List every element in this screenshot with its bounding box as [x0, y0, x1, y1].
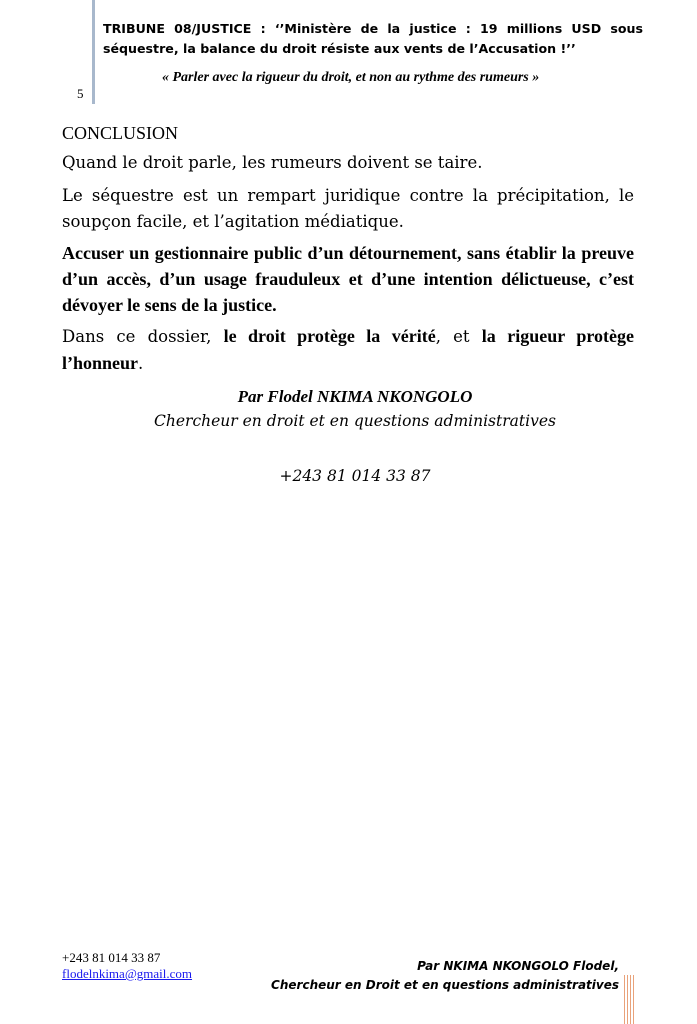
- footer-contact: [62, 950, 192, 982]
- footer-author-role: Chercheur en Droit et en questions administratives: [271, 978, 619, 992]
- signature-phone: +243 81 014 33 87: [279, 467, 431, 485]
- paragraph-3: Accuser un gestionnaire public d’un détournement, sans établir la preuve d’un accès, d’un usage frauduleux et d’une intention délictueuse, c’est dévoyer le sens de la justice.: [62, 243, 634, 315]
- paragraph-4-end: .: [138, 354, 144, 373]
- footer-author-name: Par NKIMA NKONGOLO Flodel,: [417, 959, 619, 973]
- paragraph-4-mid: , et: [435, 327, 482, 346]
- article-quote: « Parler avec la rigueur du droit, et non au rythme des rumeurs »: [162, 70, 540, 85]
- paragraph-1: Quand le droit parle, les rumeurs doivent se taire.: [62, 153, 483, 172]
- signature-name: Par Flodel NKIMA NKONGOLO: [237, 387, 473, 406]
- footer-phone: +243 81 014 33 87: [62, 950, 161, 965]
- paragraph-4-start: Dans ce dossier,: [62, 327, 224, 346]
- footer-author: [271, 957, 619, 995]
- page-number: 5: [77, 86, 84, 101]
- paragraph-4: [62, 323, 634, 377]
- paragraph-4-bold-2: la rigueur protège l’honneur: [62, 326, 634, 373]
- article-title: TRIBUNE 08/JUSTICE : ‘’Ministère de la justice : 19 millions USD sous séquestre, la balance du droit résiste aux vents de l’Accusation !’’: [103, 21, 643, 56]
- header-accent-bar: [92, 0, 95, 104]
- section-heading: CONCLUSION: [62, 123, 179, 143]
- signature-role: Chercheur en droit et en questions administratives: [154, 412, 556, 430]
- footer-email-link[interactable]: flodelnkima@gmail.com: [62, 966, 193, 981]
- paragraph-4-bold-1: le droit protège la vérité: [223, 326, 436, 346]
- footer-decorative-stripes: [624, 975, 636, 1024]
- paragraph-2: Le séquestre est un rempart juridique contre la précipitation, le soupçon facile, et l’agitation médiatique.: [62, 186, 634, 231]
